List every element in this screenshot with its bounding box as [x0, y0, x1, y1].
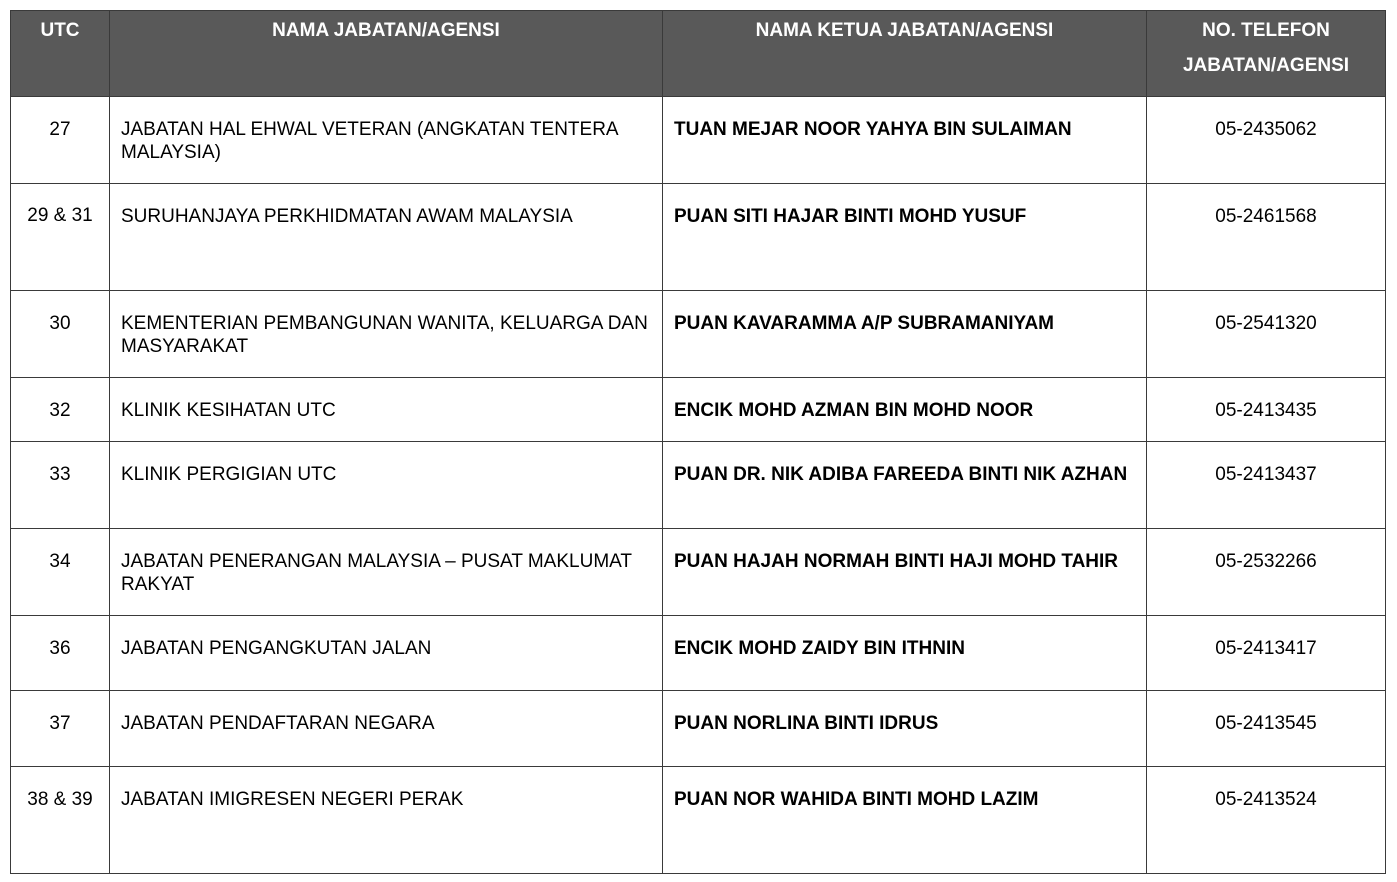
table-row	[11, 767, 1386, 874]
cell-head: PUAN KAVARAMMA A/P SUBRAMANIYAM	[663, 291, 1147, 378]
table-row	[11, 291, 1386, 378]
cell-department: JABATAN HAL EHWAL VETERAN (ANGKATAN TENTERA MALAYSIA)	[110, 97, 663, 184]
header-utc: UTC	[11, 11, 110, 97]
cell-department: JABATAN PENDAFTARAN NEGARA	[110, 691, 663, 767]
table-row	[11, 97, 1386, 184]
table-row	[11, 184, 1386, 291]
cell-head: PUAN SITI HAJAR BINTI MOHD YUSUF	[663, 184, 1147, 291]
cell-head: PUAN NOR WAHIDA BINTI MOHD LAZIM	[663, 767, 1147, 874]
cell-phone: 05-2413417	[1147, 616, 1386, 691]
table-row	[11, 616, 1386, 691]
table-header	[11, 11, 1386, 97]
cell-phone: 05-2413435	[1147, 378, 1386, 442]
cell-phone: 05-2541320	[1147, 291, 1386, 378]
cell-phone: 05-2461568	[1147, 184, 1386, 291]
table-row	[11, 529, 1386, 616]
table-body	[11, 97, 1386, 874]
cell-phone: 05-2532266	[1147, 529, 1386, 616]
cell-utc: 30	[11, 291, 110, 378]
header-head-of-department: NAMA KETUA JABATAN/AGENSI	[663, 11, 1147, 97]
cell-department: KLINIK PERGIGIAN UTC	[110, 442, 663, 529]
cell-head: PUAN HAJAH NORMAH BINTI HAJI MOHD TAHIR	[663, 529, 1147, 616]
cell-phone: 05-2413545	[1147, 691, 1386, 767]
cell-head: ENCIK MOHD ZAIDY BIN ITHNIN	[663, 616, 1147, 691]
cell-utc: 34	[11, 529, 110, 616]
header-department: NAMA JABATAN/AGENSI	[110, 11, 663, 97]
cell-head: PUAN DR. NIK ADIBA FAREEDA BINTI NIK AZHAN	[663, 442, 1147, 529]
header-row	[11, 11, 1386, 97]
cell-utc: 32	[11, 378, 110, 442]
cell-utc: 36	[11, 616, 110, 691]
cell-department: JABATAN PENERANGAN MALAYSIA – PUSAT MAKLUMAT RAKYAT	[110, 529, 663, 616]
cell-department: SURUHANJAYA PERKHIDMATAN AWAM MALAYSIA	[110, 184, 663, 291]
cell-phone: 05-2435062	[1147, 97, 1386, 184]
cell-department: KLINIK KESIHATAN UTC	[110, 378, 663, 442]
header-phone: NO. TELEFON JABATAN/AGENSI	[1147, 11, 1386, 97]
cell-phone: 05-2413437	[1147, 442, 1386, 529]
agency-directory-table	[10, 10, 1386, 874]
cell-head: ENCIK MOHD AZMAN BIN MOHD NOOR	[663, 378, 1147, 442]
cell-utc: 29 & 31	[11, 184, 110, 291]
cell-utc: 27	[11, 97, 110, 184]
cell-utc: 33	[11, 442, 110, 529]
cell-department: KEMENTERIAN PEMBANGUNAN WANITA, KELUARGA DAN MASYARAKAT	[110, 291, 663, 378]
cell-utc: 37	[11, 691, 110, 767]
cell-phone: 05-2413524	[1147, 767, 1386, 874]
table-row	[11, 442, 1386, 529]
table-row	[11, 378, 1386, 442]
cell-department: JABATAN IMIGRESEN NEGERI PERAK	[110, 767, 663, 874]
cell-department: JABATAN PENGANGKUTAN JALAN	[110, 616, 663, 691]
cell-head: TUAN MEJAR NOOR YAHYA BIN SULAIMAN	[663, 97, 1147, 184]
cell-utc: 38 & 39	[11, 767, 110, 874]
table-row	[11, 691, 1386, 767]
cell-head: PUAN NORLINA BINTI IDRUS	[663, 691, 1147, 767]
